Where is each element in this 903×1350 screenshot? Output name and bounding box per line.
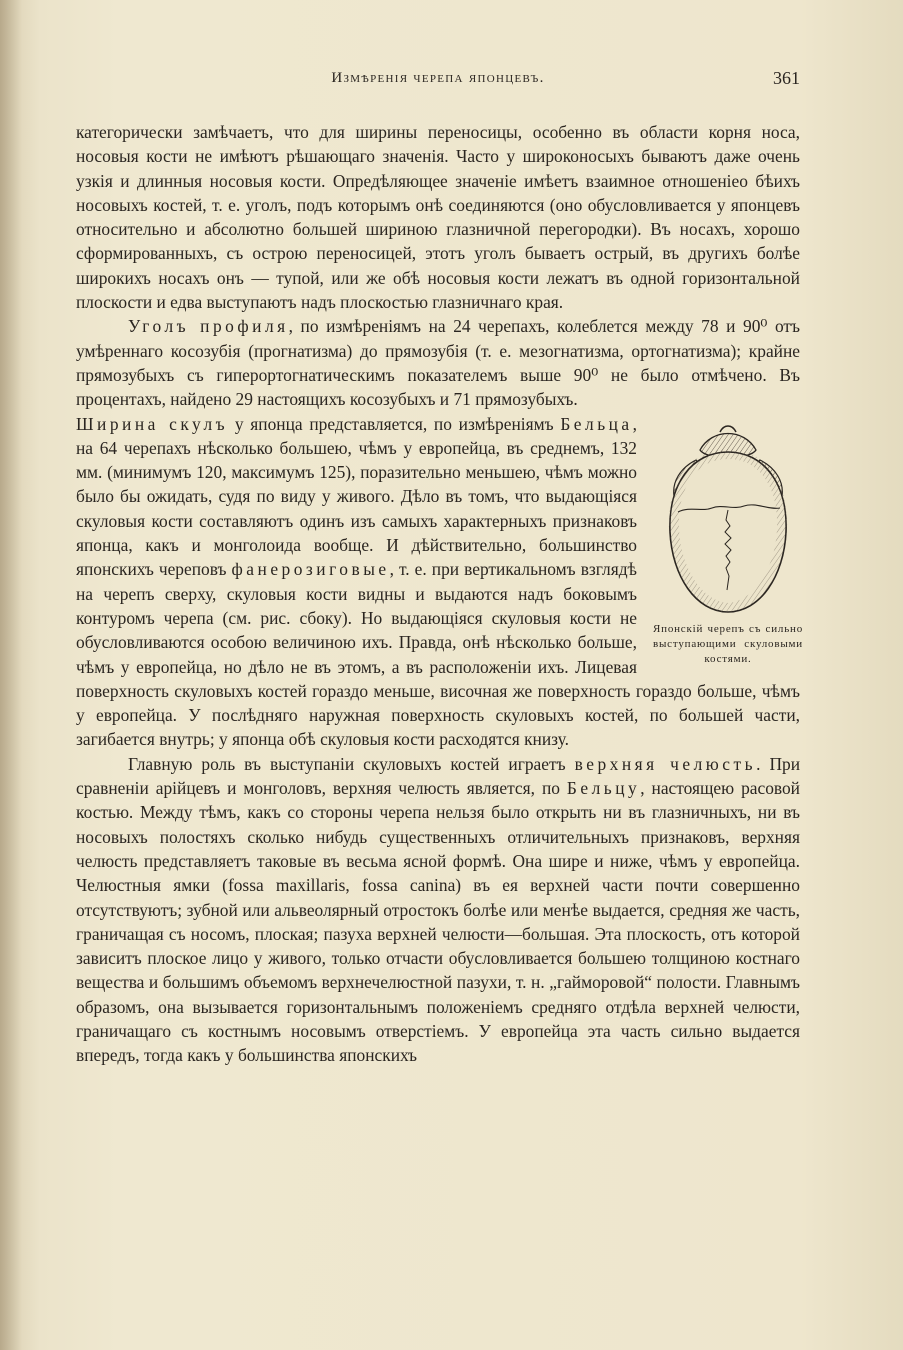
paragraph-2 <box>76 314 800 411</box>
spaced-term: Уголъ профиля <box>128 316 289 337</box>
page-header <box>76 70 800 96</box>
paragraph-4 <box>76 752 800 1068</box>
paragraph-1: категорически замѣчаетъ, что для ширины переносицы, особенно въ области корня носа, носовыя кости не имѣютъ рѣшающаго значенія. Часто у широконосыхъ бываютъ даже очень узкія и длинныя носовыя кости. Опредѣляющее значеніе имѣетъ взаимное отношеніеo бѣихъ носовыхъ костей, т. е. уголъ, подъ которымъ онѣ соединяются (оно обусловливается у японцевъ относительно и абсолютно большей шириною глазничной перегородки). Въ носахъ, хорошо сформированныхъ, съ острою переносицей, этотъ уголъ бываетъ острый, въ другихъ болѣе широкихъ носахъ онъ — тупой, или же обѣ носовыя кости лежатъ въ одной горизонтальной плоскости и едва выступаютъ надъ плоскостью глазничнаго края. <box>76 122 800 313</box>
paragraph-text: . При сравненіи арійцевъ и монголовъ, верхняя челюсть является, по <box>76 753 801 799</box>
paragraph-text: , т. е. при вертикальномъ взглядѣ на черепъ сверху, скуловыя кости видны и выдаются надъ боковымъ контуромъ черепа (см. рис. сбоку). Но выдающіяся скуловыя кости не обусловливаются особою величиною ихъ. Правда, онѣ нѣсколько больше, чѣмъ у европейца, но дѣло не въ этомъ, а въ расположеніи ихъ. Лицевая поверхность скуловыхъ костей гораздо меньше, височная же поверхность гораздо больше, чѣмъ у европейца. У послѣдняго наружная поверхность скуловыхъ костей, по большей части, загибается внутрь; у японца обѣ скуловыя кости расходятся книзу. <box>76 559 800 750</box>
spaced-term: верхняя челюсть <box>574 753 757 774</box>
running-head: Измѣренія черепа японцевъ. <box>331 70 545 86</box>
figure-caption: Японскій черепъ съ сильно выступающими скуловыми костями. <box>653 622 803 665</box>
skull-illustration <box>660 420 796 616</box>
author-name: Бельцу <box>566 778 641 799</box>
author-name: Бельца <box>560 413 633 434</box>
paragraph-text: , по измѣреніямъ на 24 черепахъ, колеблется между 78 и 90⁰ отъ умѣреннаго косозубія (прогнатизма) до прямозубія (т. е. мезогнатизма, ортогнатизма); крайне прямозубыхъ съ гиперортогнатическимъ показателемъ выше 90⁰ не было отмѣчено. Въ процентахъ, найдено 29 настоящихъ косозубыхъ и 71 прямозубыхъ. <box>76 316 800 410</box>
page-number: 361 <box>773 68 800 88</box>
binding-shadow <box>0 0 22 1350</box>
paragraph-text: , настоящею расовой костью. Между тѣмъ, какъ со стороны черепа нельзя было открыть ни въ глазничныхъ, ни въ носовыхъ полостяхъ сколько нибудь существенныхъ отличительныхъ признаковъ, верхняя челюсть представляетъ таковые въ весьма ясной формѣ. Она шире и ниже, чѣмъ у европейца. Челюстныя ямки (fossa maxillaris, fossa canina) въ ея верхней части почти совершенно отсутствуютъ; зубной или альвеолярный отростокъ болѣе или менѣе выдается, средняя же часть, граничащая съ носомъ, плоская; пазуха верхней челюсти—большая. Эта плоскость, отъ которой зависитъ плоское лицо у живого, только отчасти обусловливается большею толщиною костнаго вещества и большимъ объемомъ верхнечелюстной пазухи, т. н. „гайморовой“ полости. Главнымъ образомъ, она вызывается горизонтальнымъ положеніемъ средняго отдѣла верхней челюсти, граничащаго съ костнымъ носовымъ отверстіемъ. У европейца эта часть сильно выдается впередъ, тогда какъ у большинства японскихъ <box>76 778 800 1066</box>
body-text <box>76 120 803 1068</box>
skull-figure <box>653 420 803 667</box>
paragraph-text: , на 64 черепахъ нѣсколько большею, чѣмъ у европейца, въ среднемъ, 132 мм. (минимумъ 120, максимумъ 125), поразительно меньшею, чѣмъ можно было бы ожидать, судя по виду у живого. Дѣло въ томъ, что выдающіяся скуловыя кости составляютъ одинъ изъ самыхъ характерныхъ признаковъ японца, какъ и монголоида вообще. И дѣйствительно, большинство японскихъ череповъ <box>76 413 638 580</box>
paragraph-text: Главную роль въ выступаніи скуловыхъ костей играетъ <box>128 753 575 774</box>
paragraph-text: у японца представляется, по измѣреніямъ <box>228 413 561 434</box>
spaced-term: Ширина скулъ <box>76 413 229 434</box>
spaced-term: фанерозиговые <box>231 559 390 580</box>
